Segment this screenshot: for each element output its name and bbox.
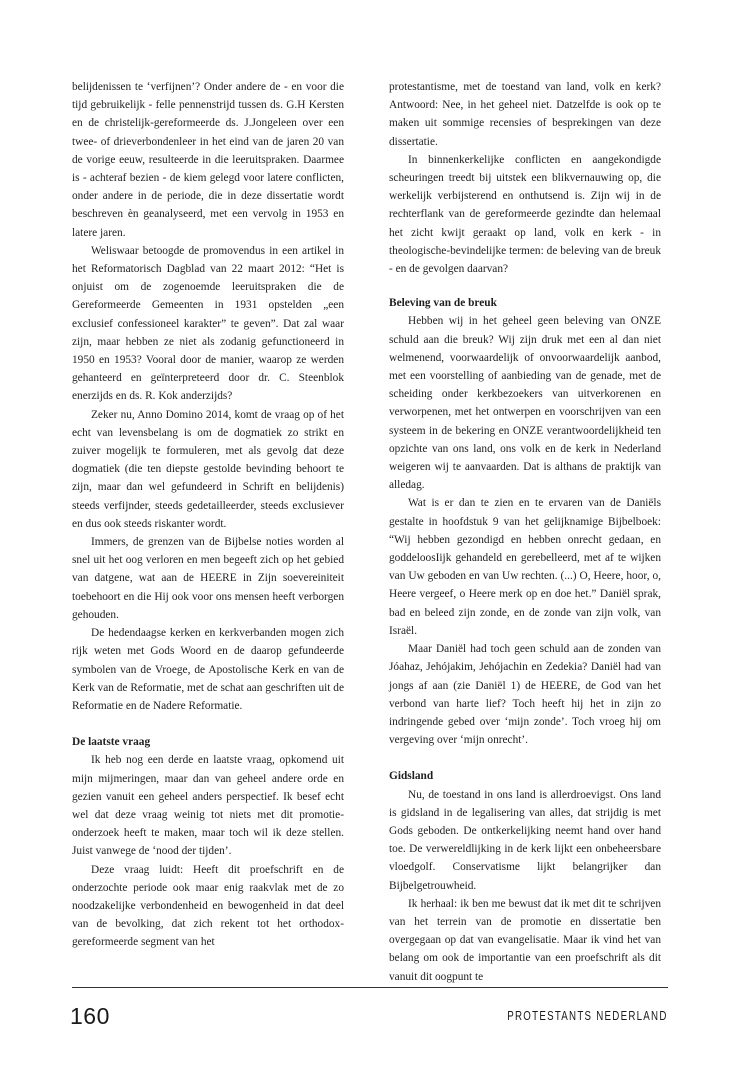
paragraph: Deze vraag luidt: Heeft dit proefschrift en de onderzochte periode ook maar enig raakvlak met de zo noodzakelijke verbondenheid en bewogenheid in dat deel van de bevolking, dat zich rekent tot het orthodox-gereformeerde segment van het xyxy=(72,863,344,949)
page-number: 160 xyxy=(70,1003,110,1029)
paragraph: Zeker nu, Anno Domino 2014, komt de vraag op of het echt van levensbelang is om de dogmatiek zo strikt en zuiver mogelijk te formuleren, met als gevolg dat deze dogmatiek (die ten diepste gestolde bevinding behoort te zijn, maar dan wel gefundeerd in Schrift en belijdenis) steeds verfijnder, steeds gedetailleerder, steeds exclusiever en dus ook steeds riskanter wordt. xyxy=(72,408,344,530)
section-heading-beleving-van-de-breuk: Beleving van de breuk xyxy=(389,297,497,310)
paragraph: Maar Daniël had toch geen schuld aan de zonden van Jóahaz, Jehójakim, Jehójachin en Zedekia? Daniël had van jongs af aan (zie Daniël 1) de HEERE, de God van het verbond van harte lief? Toch heeft hij het in zijn zo indringende gebed over ‘mijn zonde’. Toch vroeg hij om vergeving over ‘mijn onrecht’. xyxy=(389,643,661,747)
right-column xyxy=(389,78,661,986)
paragraph: Nu, de toestand in ons land is allerdroevigst. Ons land is gidsland in de legalisering van alles, dat strijdig is met Gods geboden. De ontkerkelijking neemt hand over hand toe. De verwereldlijking in de kerk lijkt een onbeheersbare vloedgolf. Conservatisme lijkt belangrijker dan Bijbelgetrouwheid. xyxy=(389,788,661,892)
left-column xyxy=(72,78,344,952)
publication-title: PROTESTANTS NEDERLAND xyxy=(507,1009,668,1023)
paragraph: Weliswaar betoogde de promovendus in een artikel in het Reformatorisch Dagblad van 22 maart 2012: “Het is onjuist om de zogenoemde leeruitspraken die de Gereformeerde Gemeenten in 1931 opstelden „een exclusief confessioneel karakter” te geven”. Dat zal waar zijn, maar hebben ze niet als zodanig gefunctioneerd in 1950 en 1953? Vooral door de manier, waarop ze werden gehanteerd en geïnterpreteerd door dr. C. Steenblok enerzijds en ds. R. Kok anderzijds? xyxy=(72,244,344,403)
section-heading-laatste-vraag: De laatste vraag xyxy=(72,736,151,749)
paragraph: protestantisme, met de toestand van land, volk en kerk? Antwoord: Nee, in het geheel niet. Datzelfde is ook op te maken uit sommige recensies of besprekingen van deze dissertatie. xyxy=(389,81,661,148)
paragraph: Wat is er dan te zien en te ervaren van de Daniëls gestalte in hoofdstuk 9 van het gelijknamige Bijbelboek: “Wij hebben gezondigd en hebben onrecht gedaan, en goddeloosIijk gehandeld en gerebelleerd, met af te wijken van Uw geboden en van Uw rechten. (...) O, Heere, hoor, o, Heere vergeef, o Heere merk op en doe het.” Daniël sprak, bad en beleed zijn zonde, en de zonde van zijn volk, van Israël. xyxy=(389,497,661,637)
footer-rule xyxy=(72,987,668,988)
section-heading-gidsland: Gidsland xyxy=(389,770,434,783)
paragraph: De hedendaagse kerken en kerkverbanden mogen zich rijk weten met Gods Woord en de daarop gefundeerde symbolen van de Vroege, de Apostolische Kerk en van de Kerk van de Reformatie, met de schat aan geschriften uit de Reformatie en de Nadere Reformatie. xyxy=(72,627,344,712)
paragraph: Ik herhaal: ik ben me bewust dat ik met dit te schrijven van het terrein van de promotie en dissertatie ben overgegaan op dat van evangelisatie. Maar ik vind het van belang om ook de importantie van een proefschrift als dit vanuit dit oogpunt te xyxy=(389,897,661,983)
paragraph: Hebben wij in het geheel geen beleving van ONZE schuld aan die breuk? Wij zijn druk met een al dan niet welmenend, voorwaardelijk of onvoorwaardelijk aanbod, met een voorstelling of aanbieding van de genade, met de scheiding onder kerkbezoekers van uitverkorenen en verworpenen, met het ontwerpen en voorschrijven van een systeem in de bekering en ONZE verantwoordelijkheid ten opzichte van ons land, ons volk en de kerk in Nederland weigeren wij te aanvaarden. Dat is althans de praktijk van alledag. xyxy=(389,315,661,492)
paragraph: Immers, de grenzen van de Bijbelse noties worden al snel uit het oog verloren en men begeeft zich op het gebied van datgene, wat aan de HEERE in Zijn soevereiniteit toebehoort en die Hij ook voor ons mensen heeft verborgen gehouden. xyxy=(72,536,344,621)
paragraph: Ik heb nog een derde en laatste vraag, opkomend uit mijn mijmeringen, maar dan van geheel andere orde en gezien vanuit een geheel anders perspectief. Ik besef echt wel dat deze vraag weinig tot niets met dit promotie-onderzoek heeft te maken, maar toch wil ik deze stellen. Juist vanwege de ‘nood der tijden’. xyxy=(72,754,344,858)
paragraph: belijdenissen te ‘verfijnen’? Onder andere de - en voor die tijd gebruikelijk - felle pennenstrijd tussen ds. G.H Kersten en de christelijk-gereformeerde ds. J.Jongeleen over een twee- of drieverbondenleer in het eind van de jaren 20 van de vorige eeuw, resulteerde in die leeruitspraken. Daarmee is - achteraf bezien - de kiem gelegd voor latere conflicten, onder andere in de periode, die in deze dissertatie wordt beschreven èn geanalyseerd, met een vervolg in 1953 en latere jaren. xyxy=(72,81,344,239)
paragraph: In binnenkerkelijke conflicten en aangekondigde scheuringen treedt bij uitstek een blikvernauwing op, die werkelijk verbijsterend en onthutsend is. Zijn wij in de rechterflank van de gereformeerde gezindte dan helemaal het zicht kwijt geraakt op land, volk en kerk - in theologische-bevindelijke termen: de beleving van de breuk - en de gevolgen daarvan? xyxy=(389,153,661,276)
